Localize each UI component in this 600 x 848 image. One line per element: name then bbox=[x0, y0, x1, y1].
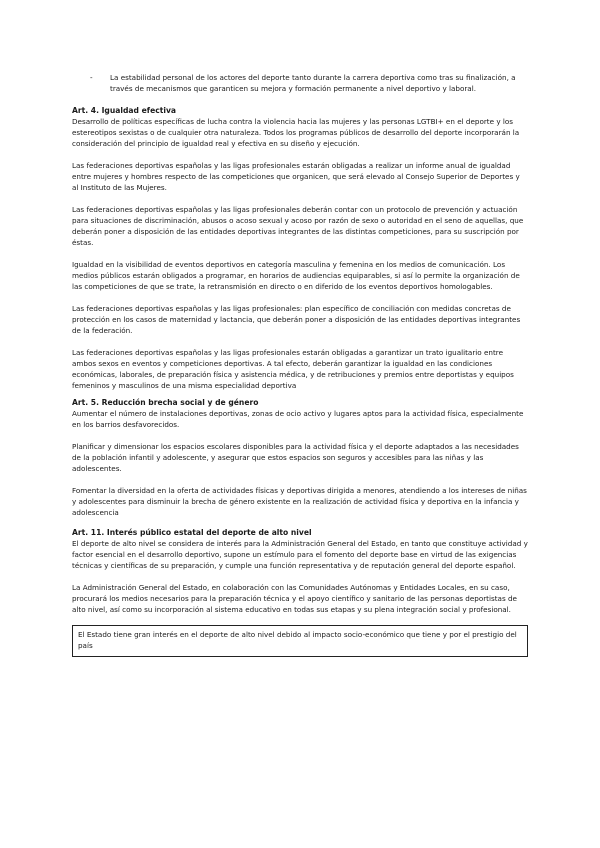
art11-paragraph-2: La Administración General del Estado, en colaboración con las Comunidades Autónomas y Entidades Locales, en su caso, procurará los medios necesarios para la preparación técnica y el apoyo científico y sanitario de las personas deportistas de alto nivel, así como su incorporación al sistema educativo en todas sus etapas y su plena integración social y profesional. bbox=[72, 583, 517, 614]
art4-paragraph-5: Las federaciones deportivas españolas y las ligas profesionales: plan específico de conciliación con medidas concretas de protección en los casos de maternidad y lactancia, que deberán poner a disposición de las entidades deportivas integrantes de la federación. bbox=[72, 304, 521, 335]
document-page bbox=[72, 72, 528, 657]
art4-paragraph-3: Las federaciones deportivas españolas y las ligas profesionales deberán contar con un protocolo de prevención y actuación para situaciones de discriminación, abusos o acoso sexual y acoso por razón de sexo o autoridad en el seno de aquellas, que deberán poner a disposición de las entidades deportivas integrantes de las distintas competiciones, para su suscripción por éstas. bbox=[72, 205, 524, 247]
art11-paragraph-1: El deporte de alto nivel se considera de interés para la Administración General del Estado, en tanto que constituye actividad y factor esencial en el desarrollo deportivo, supone un estímulo para el fomento del deporte base en virtud de las exigencias técnicas y científicas de su preparación, y cumple una función representativa y de reputación general del deporte español. bbox=[72, 539, 528, 570]
note-box bbox=[72, 625, 528, 657]
art4-paragraph-1: Desarrollo de políticas específicas de lucha contra la violencia hacia las mujeres y las personas LGTBI+ en el deporte y los estereotipos sexistas o de cualquier otra naturaleza. Todos los programas públicos de desarrollo del deporte incorporarán la consideración del principio de igualdad real y efectiva en su diseño y ejecución. bbox=[72, 117, 520, 148]
bullet-dash: - bbox=[90, 73, 93, 82]
art4-heading: Art. 4. Igualdad efectiva bbox=[72, 106, 177, 115]
note-box-text: El Estado tiene gran interés en el deporte de alto nivel debido al impacto socio-económico que tiene y por el prestigio del país bbox=[78, 630, 517, 650]
intro-bullet bbox=[72, 72, 528, 94]
art5-paragraph-1: Aumentar el número de instalaciones deportivas, zonas de ocio activo y lugares aptos para la actividad física, especialmente en los barrios desfavorecidos. bbox=[72, 409, 524, 429]
art4-paragraph-6: Las federaciones deportivas españolas y las ligas profesionales estarán obligadas a garantizar un trato igualitario entre ambos sexos en eventos y competiciones deportivas. A tal efecto, deberán garantizar la igualdad en las condiciones económicas, laborales, de preparación física y asistencia médica, y de retribuciones y premios entre deportistas y equipos femeninos y masculinos de una misma especialidad deportiva bbox=[72, 348, 514, 390]
art4-paragraph-2: Las federaciones deportivas españolas y las ligas profesionales estarán obligadas a realizar un informe anual de igualdad entre mujeres y hombres respecto de las competiciones que organicen, que será elevado al Consejo Superior de Deportes y al Instituto de las Mujeres. bbox=[72, 161, 520, 192]
art4-paragraph-4: Igualdad en la visibilidad de eventos deportivos en categoría masculina y femenina en los medios de comunicación. Los medios públicos estarán obligados a programar, en horarios de audiencias equiparables, si así lo permite la organización de las competiciones de que se trate, la retransmisión en directo o en diferido de los eventos deportivos homologables. bbox=[72, 260, 520, 291]
intro-bullet-text: La estabilidad personal de los actores del deporte tanto durante la carrera deportiva como tras su finalización, a través de mecanismos que garanticen su mejora y formación permanente a nivel deportivo y laboral. bbox=[110, 73, 516, 93]
art11-heading: Art. 11. Interés público estatal del deporte de alto nivel bbox=[72, 528, 312, 537]
art5-heading: Art. 5. Reducción brecha social y de género bbox=[72, 398, 259, 407]
art5-paragraph-2: Planificar y dimensionar los espacios escolares disponibles para la actividad física y el deporte adaptados a las necesidades de la población infantil y adolescente, y asegurar que estos espacios son seguros y accesibles para las niñas y las adolescentes. bbox=[72, 442, 519, 473]
art5-paragraph-3: Fomentar la diversidad en la oferta de actividades físicas y deportivas dirigida a menores, atendiendo a los intereses de niñas y adolescentes para disminuir la brecha de género existente en la realización de actividad física y deportiva en la infancia y adolescencia bbox=[72, 486, 527, 517]
